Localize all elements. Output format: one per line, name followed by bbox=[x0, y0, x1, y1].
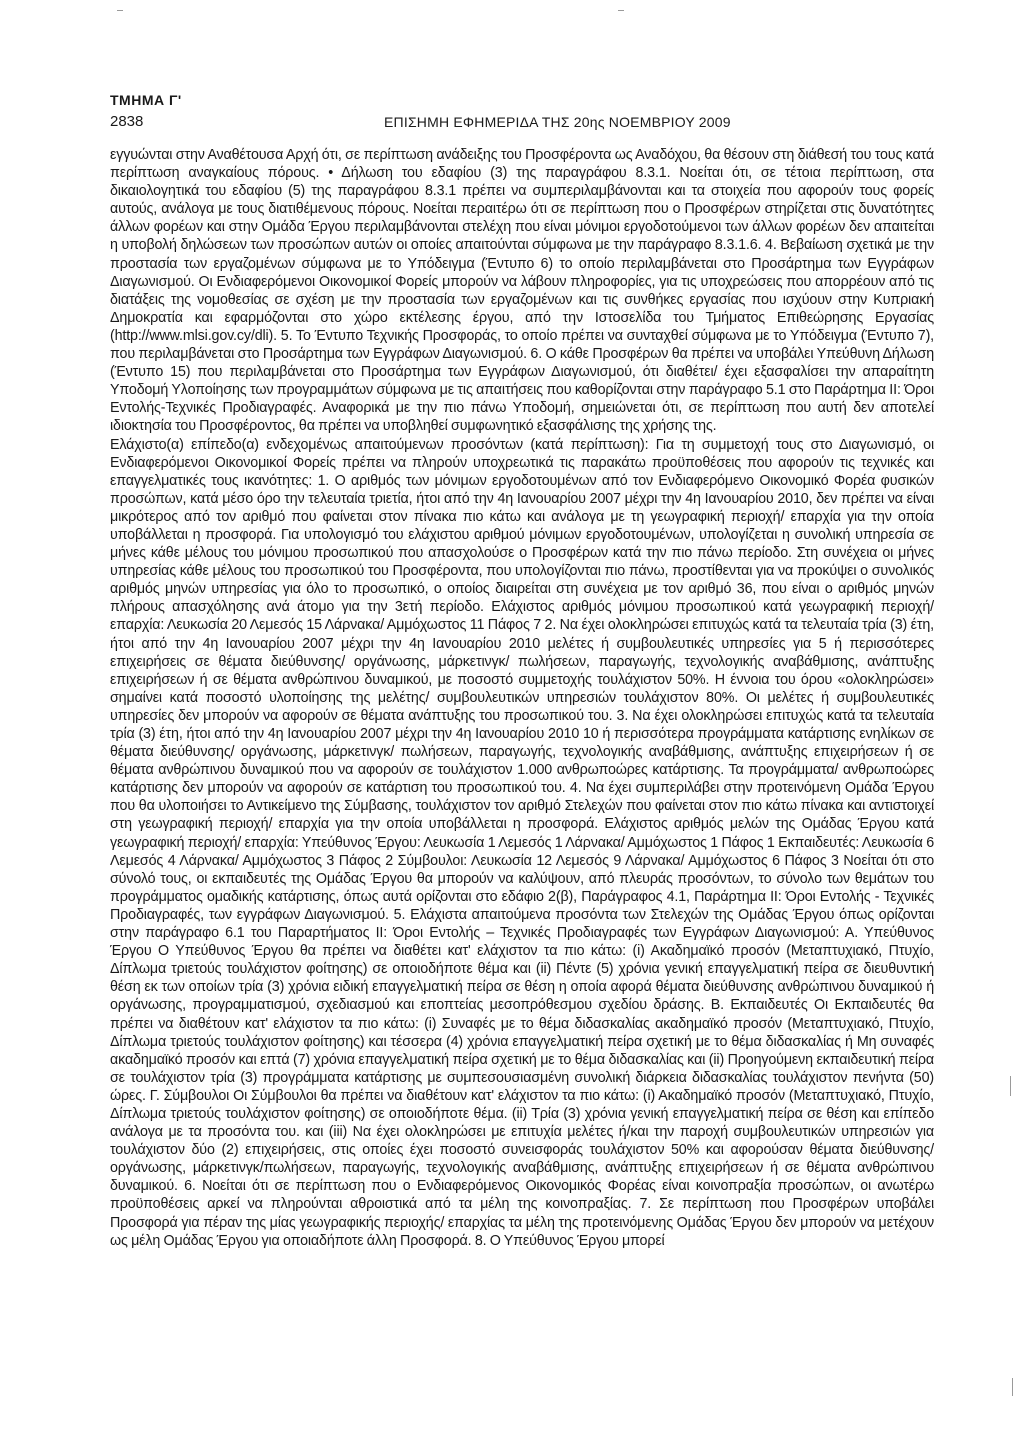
scan-artifact bbox=[1012, 1378, 1013, 1396]
scan-artifact bbox=[117, 10, 123, 11]
running-title: ΕΠΙΣΗΜΗ ΕΦΗΜΕΡΙΔΑ ΤΗΣ 20ης ΝΟΕΜΒΡΙΟΥ 2009 bbox=[384, 114, 731, 130]
body-paragraph: Ελάχιστο(α) επίπεδο(α) ενδεχομένως απαιτούμενων προσόντων (κατά περίπτωση): Για τη συμμετοχή τους στο Διαγωνισμό, οι Ενδιαφερόμενοι Οικονομικοί Φορείς πρέπει να πληρούν υποχρεωτικά τις παρακάτω προϋποθέσεις που αφορούν τις τεχνικές και επαγγελματικές τους ικανότητες: 1. Ο αριθμός των μόνιμων εργοδοτουμένων από τον Ενδιαφερόμενο Οικονομικό Φορέα φυσικών προσώπων, κατά μέσο όρο την τελευταία τριετία, ήτοι από την 4η Ιανουαρίου 2007 μέχρι την 4η Ιανουαρίου 2010, δεν πρέπει να είναι μικρότερος από τον αριθμό που φαίνεται στον πίνακα πιο κάτω και ανάλογα με τη γεωγραφική περιοχή/ επαρχία για την οποία υποβάλλεται η προσφορά. Για υπολογισμό του ελάχιστου αριθμού μόνιμων εργοδοτουμένων, υπολογίζεται η συνολική υπηρεσία σε μήνες κάθε μέλους του μόνιμου προσωπικού που απασχολούσε ο Προσφέρων κατά την πιο πάνω περίοδο. Στη συνέχεια οι μήνες υπηρεσίας κάθε μέλους του προσωπικού του Προσφέροντα, που υπολογίζονται πιο πάνω, προστίθενται για να προκύψει ο συνολικός αριθμός μηνών υπηρεσίας για όλο το προσωπικό, ο οποίος διαιρείται στη συνέχεια με τον αριθμό 36, που είναι ο αριθμός μηνών πλήρους απασχόλησης ανά άτομο για την 3ετή περίοδο. Ελάχιστος αριθμός μόνιμου προσωπικού κατά γεωγραφική περιοχή/ επαρχία: Λευκωσία 20 Λεμεσός 15 Λάρνακα/ Αμμόχωστος 11 Πάφος 7 2. Να έχει ολοκληρώσει επιτυχώς κατά τα τελευταία τρία (3) έτη, ήτοι από την 4η Ιανουαρίου 2007 μέχρι την 4η Ιανουαρίου 2010 μελέτες ή συμβουλευτικές υπηρεσίες για 5 ή περισσότερες επιχειρήσεις σε θέματα διεύθυνσης/ οργάνωσης, μάρκετινγκ/ πωλήσεων, παραγωγής, τεχνολογικής αναβάθμισης, ανάπτυξης επιχειρήσεων ή σε θέματα ανθρώπινου δυναμικού, με ποσοστό συμμετοχής τουλάχιστον 50%. Η έννοια του όρου «ολοκληρώσει» σημαίνει κατά ποσοστό υλοποίησης της μελέτης/ συμβουλευτικών υπηρεσιών τουλάχιστον 80%. Οι μελέτες ή συμβουλευτικές υπηρεσίες δεν μπορούν να αφορούν σε θέματα ανάπτυξης του προσωπικού του. 3. Να έχει ολοκληρώσει επιτυχώς κατά τα τελευταία τρία (3) έτη, ήτοι από την 4η Ιανουαρίου 2007 μέχρι την 4η Ιανουαρίου 2010 10 ή περισσότερα προγράμματα κατάρτισης ενηλίκων σε θέματα διεύθυνσης/ οργάνωσης, μάρκετινγκ/ πωλήσεων, παραγωγής, τεχνολογικής αναβάθμισης, ανάπτυξης επιχειρήσεων ή σε θέματα ανθρώπινου δυναμικού που να αφορούν σε τουλάχιστον 1.000 ανθρωποώρες κατάρτισης. Τα προγράμματα/ ανθρωποώρες κατάρτισης δεν μπορούν να αφορούν σε κατάρτιση του προσωπικού του. 4. Να έχει συμπεριλάβει στην προτεινόμενη Ομάδα Έργου που θα υλοποιήσει το Αντικείμενο της Σύμβασης, τουλάχιστον τον αριθμό Στελεχών που φαίνεται στον πιο κάτω πίνακα και αντιστοιχεί στη γεωγραφική περιοχή/ επαρχία για την οποία υποβάλλεται η προσφορά. Ελάχιστος αριθμός μελών της Ομάδας Έργου κατά γεωγραφική περιοχή/ επαρχία: Υπεύθυνος Έργου: Λευκωσία 1 Λεμεσός 1 Λάρνακα/ Αμμόχωστος 1 Πάφος 1 Εκπαιδευτές: Λευκωσία 6 Λεμεσός 4 Λάρνακα/ Αμμόχωστος 3 Πάφος 2 Σύμβουλοι: Λευκωσία 12 Λεμεσός 9 Λάρνακα/ Αμμόχωστος 6 Πάφος 3 Νοείται ότι στο σύνολό τους, οι εκπαιδευτές της Ομάδας Έργου θα μπορούν να καλύψουν, από πλευράς προσόντων, το σύνολο των θεμάτων του προγράμματος ομαδικής κατάρτισης, όπως αυτά ορίζονται στο εδάφιο 2(β), Παράγραφος 4.1, Παράρτημα ΙΙ: Όροι Εντολής - Τεχνικές Προδιαγραφές, των εγγράφων Διαγωνισμού. 5. Ελάχιστα απαιτούμενα προσόντα των Στελεχών της Ομάδας Έργου όπως ορίζονται στην παράγραφο 6.1 του Παραρτήματος ΙΙ: Όροι Εντολής – Τεχνικές Προδιαγραφές των Εγγράφων Διαγωνισμού: Α. Υπεύθυνος Έργου Ο Υπεύθυνος Έργου θα πρέπει να διαθέτει κατ' ελάχιστον τα πιο κάτω: (i) Ακαδημαϊκό προσόν (Μεταπτυχιακό, Πτυχίο, Δίπλωμα τριετούς τουλάχιστον φοίτησης) σε οποιοδήποτε θέμα και (ii) Πέντε (5) χρόνια γενική επαγγελματική πείρα σε διευθυντική θέση εκ των οποίων τρία (3) χρόνια ειδική επαγγελματική πείρα σε θέση η οποία αφορά θέματα διεύθυνσης ανθρώπινου δυναμικού ή οργάνωσης, προγραμματισμού, σχεδιασμού και εποπτείας μεσοπρόθεσμου σχεδίου δράσης. Β. Εκπαιδευτές Οι Εκπαιδευτές θα πρέπει να διαθέτουν κατ' ελάχιστον τα πιο κάτω: (i) Συναφές με το θέμα διδασκαλίας ακαδημαϊκό προσόν (Μεταπτυχιακό, Πτυχίο, Δίπλωμα τριετούς τουλάχιστον φοίτησης) και τέσσερα (4) χρόνια επαγγελματική πείρα σχετική με το θέμα διδασκαλίας ή Μη συναφές ακαδημαϊκό προσόν και επτά (7) χρόνια επαγγελματική πείρα σχετική με το θέμα διδασκαλίας και (ii) Προηγούμενη εκπαιδευτική πείρα σε τουλάχιστον τρία (3) προγράμματα κατάρτισης με συμπεσουσιασμένη συνολική διάρκεια διδασκαλίας τουλάχιστον πενήντα (50) ώρες. Γ. Σύμβουλοι Οι Σύμβουλοι θα πρέπει να διαθέτουν κατ' ελάχιστον τα πιο κάτω: (i) Ακαδημαϊκό προσόν (Μεταπτυχιακό, Πτυχίο, Δίπλωμα τριετούς τουλάχιστον φοίτησης) σε οποιοδήποτε θέμα. (ii) Τρία (3) χρόνια γενική επαγγελματική πείρα σε θέση και επίπεδο ανάλογα με τα προσόντα του. και (iii) Να έχει ολοκληρώσει με επιτυχία μελέτες ή/και την παροχή συμβουλευτικών υπηρεσιών για τουλάχιστον δύο (2) επιχειρήσεις, στις οποίες έχει ποσοστό συνεισφοράς τουλάχιστον 50% και αφορούσαν θέματα διεύθυνσης/οργάνωσης, μάρκετινγκ/πωλήσεων, παραγωγής, τεχνολογικής αναβάθμισης, ανάπτυξης επιχειρήσεων ή σε θέματα ανθρώπινου δυναμικού. 6. Νοείται ότι σε περίπτωση που ο Ενδιαφερόμενος Οικονομικός Φορέας είναι κοινοπραξία προσώπων, οι ανωτέρω προϋποθέσεις αρκεί να πληρούνται αθροιστικά από τα μέλη της κοινοπραξίας. 7. Σε περίπτωση που Προσφέρων υποβάλει Προσφορά για πέραν της μίας γεωγραφικής περιοχής/ επαρχίας τα μέλη της προτεινόμενης Ομάδας Έργου δεν μπορούν να μετέχουν ως μέλη Ομάδας Έργου για οποιαδήποτε άλλη Προσφορά. 8. Ο Υπεύθυνος Έργου μπορεί bbox=[110, 436, 934, 1249]
section-label: ΤΜΗΜΑ Γ' bbox=[110, 92, 182, 108]
body-text bbox=[110, 146, 934, 1250]
scan-artifact bbox=[618, 10, 624, 11]
body-paragraph: εγγυώνται στην Αναθέτουσα Αρχή ότι, σε περίπτωση ανάδειξης του Προσφέροντα ως Αναδόχου, θα θέσουν στη διάθεσή του τους κατά περίπτωση αναγκαίους πόρους. • Δήλωση του εδαφίου (3) της παραγράφου 8.3.1. Νοείται ότι, σε τέτοια περίπτωση, στα δικαιολογητικά του εδαφίου (5) της παραγράφου 8.3.1 πρέπει να συμπεριλαμβάνονται και τα στοιχεία που αφορούν τους φορείς αυτούς, ανάλογα με τους διατιθέμενους πόρους. Νοείται περαιτέρω ότι σε περίπτωση που ο Προσφέρων στηρίζεται στις δυνατότητες άλλων φορέων και στην Ομάδα Έργου περιλαμβάνονται στελέχη που είναι μόνιμοι εργοδοτούμενοι των άλλων φορέων δεν απαιτείται η υποβολή δηλώσεων των προσώπων αυτών οι οποίες απαιτούνται σύμφωνα με την παράγραφο 8.3.1.6. 4. Βεβαίωση σχετικά με την προστασία των εργαζομένων σύμφωνα με το Υπόδειγμα (Έντυπο 6) το οποίο περιλαμβάνεται στο Προσάρτημα των Εγγράφων Διαγωνισμού. Οι Ενδιαφερόμενοι Οικονομικοί Φορείς μπορούν να λάβουν πληροφορίες, για τις υποχρεώσεις που απορρέουν από τις διατάξεις της νομοθεσίας σε σχέση με την προστασία των εργαζομένων και τις συνθήκες εργασίας που ισχύουν στην Κυπριακή Δημοκρατία και εφαρμόζονται στο χώρο εκτέλεσης έργου, από την Ιστοσελίδα του Τμήματος Επιθεώρησης Εργασίας (http://www.mlsi.gov.cy/dli). 5. Το Έντυπο Τεχνικής Προσφοράς, το οποίο πρέπει να συνταχθεί σύμφωνα με το Υπόδειγμα (Έντυπο 7), που περιλαμβάνεται στο Προσάρτημα των Εγγράφων Διαγωνισμού. 6. Ο κάθε Προσφέρων θα πρέπει να υποβάλει Υπεύθυνη Δήλωση (Έντυπο 15) που περιλαμβάνεται στο Προσάρτημα των Εγγράφων Διαγωνισμού, ότι διαθέτει/ έχει εξασφαλίσει την απαραίτητη Υποδομή Υλοποίησης των προγραμμάτων σύμφωνα με τις απαιτήσεις που καθορίζονται στην παράγραφο 5.1 στο Παράρτημα ΙΙ: Όροι Εντολής-Τεχνικές Προδιαγραφές. Αναφορικά με την πιο πάνω Υποδομή, σημειώνεται ότι, σε περίπτωση που αυτή δεν αποτελεί ιδιοκτησία του Προσφέροντος, θα πρέπει να υποβληθεί συμφωνητικό εξασφάλισης της χρήσης της. bbox=[110, 147, 934, 435]
page-number: 2838 bbox=[110, 113, 144, 130]
scan-artifact bbox=[1010, 1076, 1011, 1096]
